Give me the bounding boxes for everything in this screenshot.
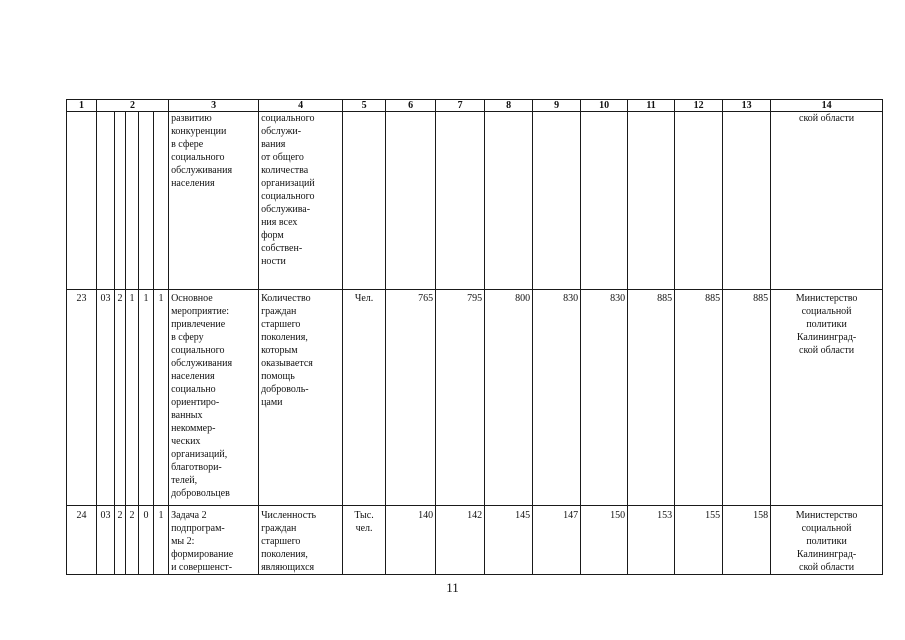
indicator-cell xyxy=(259,112,343,290)
indicator-cell xyxy=(259,290,343,506)
executor-cell xyxy=(771,506,883,575)
row-number-cell xyxy=(67,112,97,290)
value-cell: 145 xyxy=(485,506,533,575)
code-cell: 1 xyxy=(154,290,169,506)
header-cell: 14 xyxy=(771,100,883,112)
value-cell xyxy=(436,112,485,290)
executor-text: Министерство социальной политики Калининград- ской области xyxy=(795,293,858,356)
header-cell: 7 xyxy=(436,100,485,112)
code-cell: 03 xyxy=(97,506,115,575)
executor-cell xyxy=(771,290,883,506)
indicator-cell xyxy=(259,506,343,575)
code-cell xyxy=(139,112,154,290)
value-cell: 885 xyxy=(628,290,675,506)
value-cell: 140 xyxy=(386,506,436,575)
value-cell xyxy=(386,112,436,290)
value-cell xyxy=(581,112,628,290)
unit-text: Чел. xyxy=(354,293,374,304)
header-cell: 1 xyxy=(67,100,97,112)
code-cell: 2 xyxy=(126,506,139,575)
executor-cell xyxy=(771,112,883,290)
measure-text: Задача 2 подпрограм- мы 2: формирование и совершенст- xyxy=(171,510,234,573)
header-cell: 2 xyxy=(97,100,169,112)
code-cell: 03 xyxy=(97,290,115,506)
code-cell: 1 xyxy=(154,506,169,575)
value-cell xyxy=(533,112,581,290)
value-cell: 153 xyxy=(628,506,675,575)
code-cell: 2 xyxy=(115,290,126,506)
unit-text: Тыс. чел. xyxy=(354,510,374,534)
table-row xyxy=(67,506,883,575)
measure-text: развитию конкуренции в сфере социального обслуживания населения xyxy=(171,113,233,189)
measure-cell xyxy=(169,290,259,506)
value-cell: 885 xyxy=(723,290,771,506)
code-cell: 0 xyxy=(139,506,154,575)
table-row xyxy=(67,290,883,506)
unit-cell xyxy=(343,290,386,506)
row-number-cell: 24 xyxy=(67,506,97,575)
code-cell: 1 xyxy=(126,290,139,506)
value-cell xyxy=(485,112,533,290)
code-cell xyxy=(115,112,126,290)
header-cell: 4 xyxy=(259,100,343,112)
value-cell: 150 xyxy=(581,506,628,575)
value-cell xyxy=(723,112,771,290)
value-cell: 830 xyxy=(581,290,628,506)
indicator-text: социального обслужи- вания от общего количества организаций социального обслужива- ния всех форм собствен- ности xyxy=(261,113,315,267)
value-cell: 158 xyxy=(723,506,771,575)
program-indicators-table xyxy=(66,99,883,575)
header-cell: 13 xyxy=(723,100,771,112)
code-cell: 2 xyxy=(115,506,126,575)
column-number-header-row xyxy=(67,100,883,112)
executor-text: Министерство социальной политики Калининград- ской области xyxy=(795,510,858,573)
measure-text: Основное мероприятие: привлечение в сферу социального обслуживания населения социально ориентиро- ванных некоммер- ческих организаций, благотвори- телей, добровольцев xyxy=(171,293,233,499)
value-cell: 155 xyxy=(675,506,723,575)
header-cell: 5 xyxy=(343,100,386,112)
row-number-cell: 23 xyxy=(67,290,97,506)
header-cell: 3 xyxy=(169,100,259,112)
header-cell: 11 xyxy=(628,100,675,112)
code-cell: 1 xyxy=(139,290,154,506)
value-cell: 147 xyxy=(533,506,581,575)
value-cell xyxy=(628,112,675,290)
value-cell: 800 xyxy=(485,290,533,506)
indicator-text: Количество граждан старшего поколения, которым оказывается помощь доброволь- цами xyxy=(261,293,313,408)
page-number: 11 xyxy=(446,580,459,595)
value-cell: 830 xyxy=(533,290,581,506)
table-row xyxy=(67,112,883,290)
header-cell: 9 xyxy=(533,100,581,112)
code-cell xyxy=(126,112,139,290)
value-cell: 142 xyxy=(436,506,485,575)
header-cell: 10 xyxy=(581,100,628,112)
indicator-text: Численность граждан старшего поколения, являющихся xyxy=(261,510,317,573)
executor-text: ской области xyxy=(799,113,855,124)
value-cell xyxy=(675,112,723,290)
value-cell: 765 xyxy=(386,290,436,506)
header-cell: 12 xyxy=(675,100,723,112)
measure-cell xyxy=(169,506,259,575)
header-cell: 8 xyxy=(485,100,533,112)
value-cell: 885 xyxy=(675,290,723,506)
code-cell xyxy=(154,112,169,290)
value-cell: 795 xyxy=(436,290,485,506)
header-cell: 6 xyxy=(386,100,436,112)
unit-cell xyxy=(343,112,386,290)
unit-cell xyxy=(343,506,386,575)
measure-cell xyxy=(169,112,259,290)
code-cell xyxy=(97,112,115,290)
